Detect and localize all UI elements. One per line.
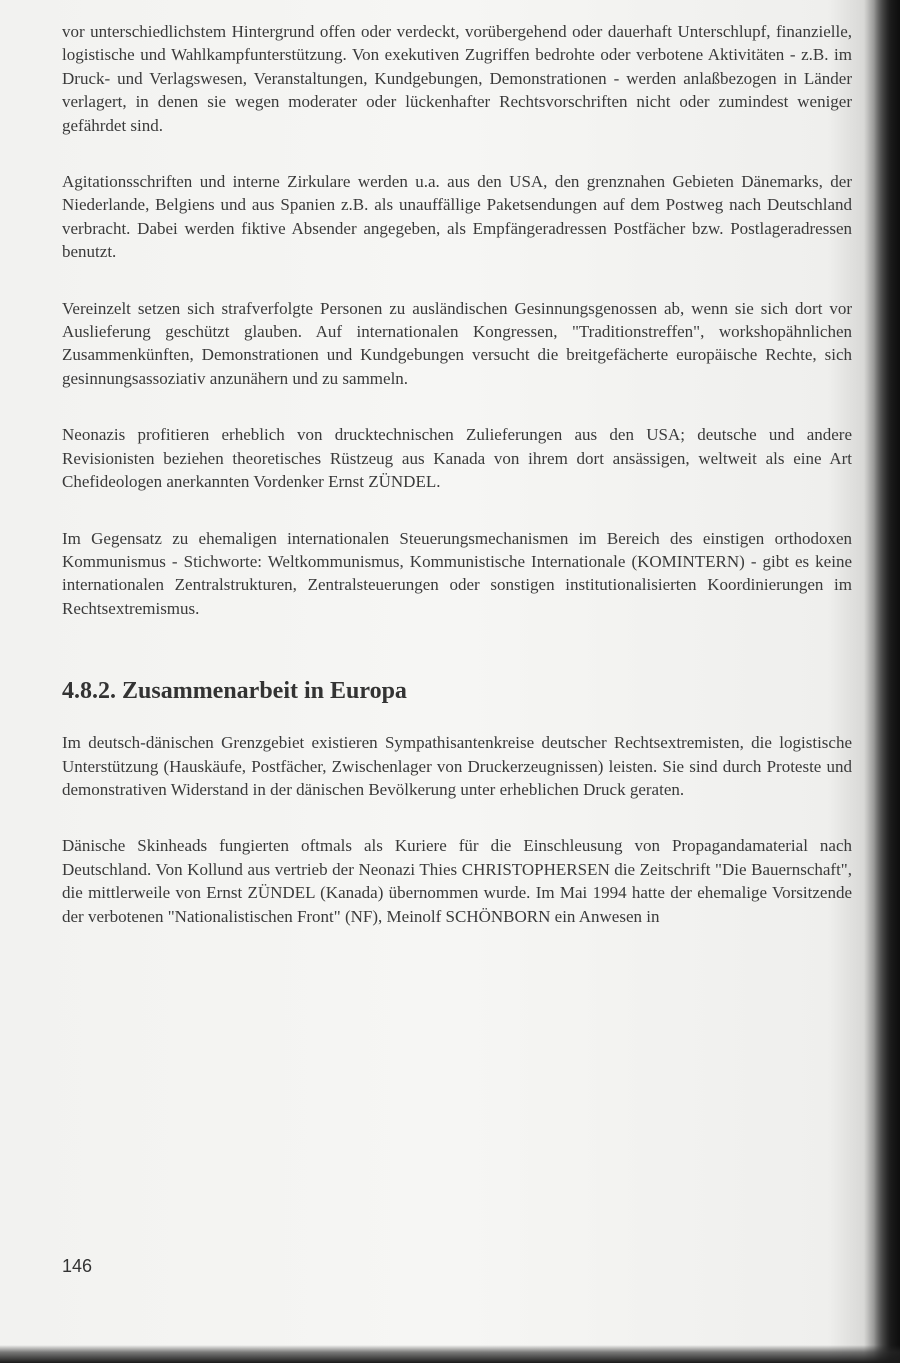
page-content bbox=[62, 20, 852, 961]
section-paragraph-1: Im deutsch-dänischen Grenzgebiet existieren Sympathisantenkreise deutscher Rechtsextremisten, die logistische Unterstützung (Hauskäufe, Postfächer, Zwischenlager von Druckerzeugnissen) leisten. Sie sind durch Proteste und demonstrativen Widerstand in der dänischen Bevölkerung unter erheblichen Druck geraten. bbox=[62, 733, 852, 799]
page-number: 146 bbox=[62, 1256, 93, 1276]
paragraph-3: Vereinzelt setzen sich strafverfolgte Personen zu ausländischen Gesinnungsgenossen ab, wenn sie sich dort vor Auslieferung geschützt glauben. Auf internationalen Kongressen, "Traditionstreffen", workshopähnlichen Zusammenkünften, Demonstrationen und Kundgebungen versucht die breitgefächerte europäische Rechte, sich gesinnungsassoziativ anzunähern und zu sammeln. bbox=[62, 298, 852, 388]
paragraph-1: vor unterschiedlichstem Hintergrund offen oder verdeckt, vorübergehend oder dauerhaft Unterschlupf, finanzielle, logistische und Wahlkampfunterstützung. Von exekutiven Zugriffen bedrohte oder verbotene Aktivitäten - z.B. im Druck- und Verlagswesen, Veranstaltungen, Kundgebungen, Demonstrationen - werden anlaßbezogen in Länder verlagert, in denen sie wegen moderater oder lückenhafter Rechtsvorschriften nicht oder zumindest weniger gefährdet sind. bbox=[62, 22, 852, 135]
paragraph-5: Im Gegensatz zu ehemaligen internationalen Steuerungsmechanismen im Bereich des einstigen orthodoxen Kommunismus - Stichworte: Weltkommunismus, Kommunistische Internationale (KOMINTERN) - gibt es keine internationalen Zentralstrukturen, Zentralsteuerungen oder sonstigen institutionalisierten Koordinierungen im Rechtsextremismus. bbox=[62, 528, 852, 618]
section-heading: 4.8.2. Zusammenarbeit in Europa bbox=[62, 678, 407, 705]
paragraph-4: Neonazis profitieren erheblich von drucktechnischen Zulieferungen aus den USA; deutsche und andere Revisionisten beziehen theoretisches Rüstzeug aus Kanada von ihrem dort ansässigen, weltweit als eine Art Chefideologen anerkannten Vordenker Ernst ZÜNDEL. bbox=[62, 425, 852, 492]
paragraph-2: Agitationsschriften und interne Zirkulare werden u.a. aus den USA, den grenznahen Gebieten Dänemarks, der Niederlande, Belgiens und aus Spanien z.B. als unauffällige Paketsendungen auf dem Postweg nach Deutschland verbracht. Dabei werden fiktive Absender angegeben, als Empfängeradressen Postfächer bzw. Postlageradressen benutzt. bbox=[62, 172, 852, 262]
section-paragraph-2: Dänische Skinheads fungierten oftmals als Kuriere für die Einschleusung von Propagandamaterial nach Deutschland. Von Kollund aus vertrieb der Neonazi Thies CHRISTOPHERSEN die Zeitschrift "Die Bauernschaft", die mittlerweile von Ernst ZÜNDEL (Kanada) übernommen wurde. Im Mai 1994 hatte der ehemalige Vorsitzende der verbotenen "Nationalistischen Front" (NF), Meinolf SCHÖNBORN ein Anwesen in bbox=[62, 836, 852, 926]
scan-bottom-shadow bbox=[0, 1345, 900, 1363]
scan-binding-shadow bbox=[874, 0, 900, 1363]
